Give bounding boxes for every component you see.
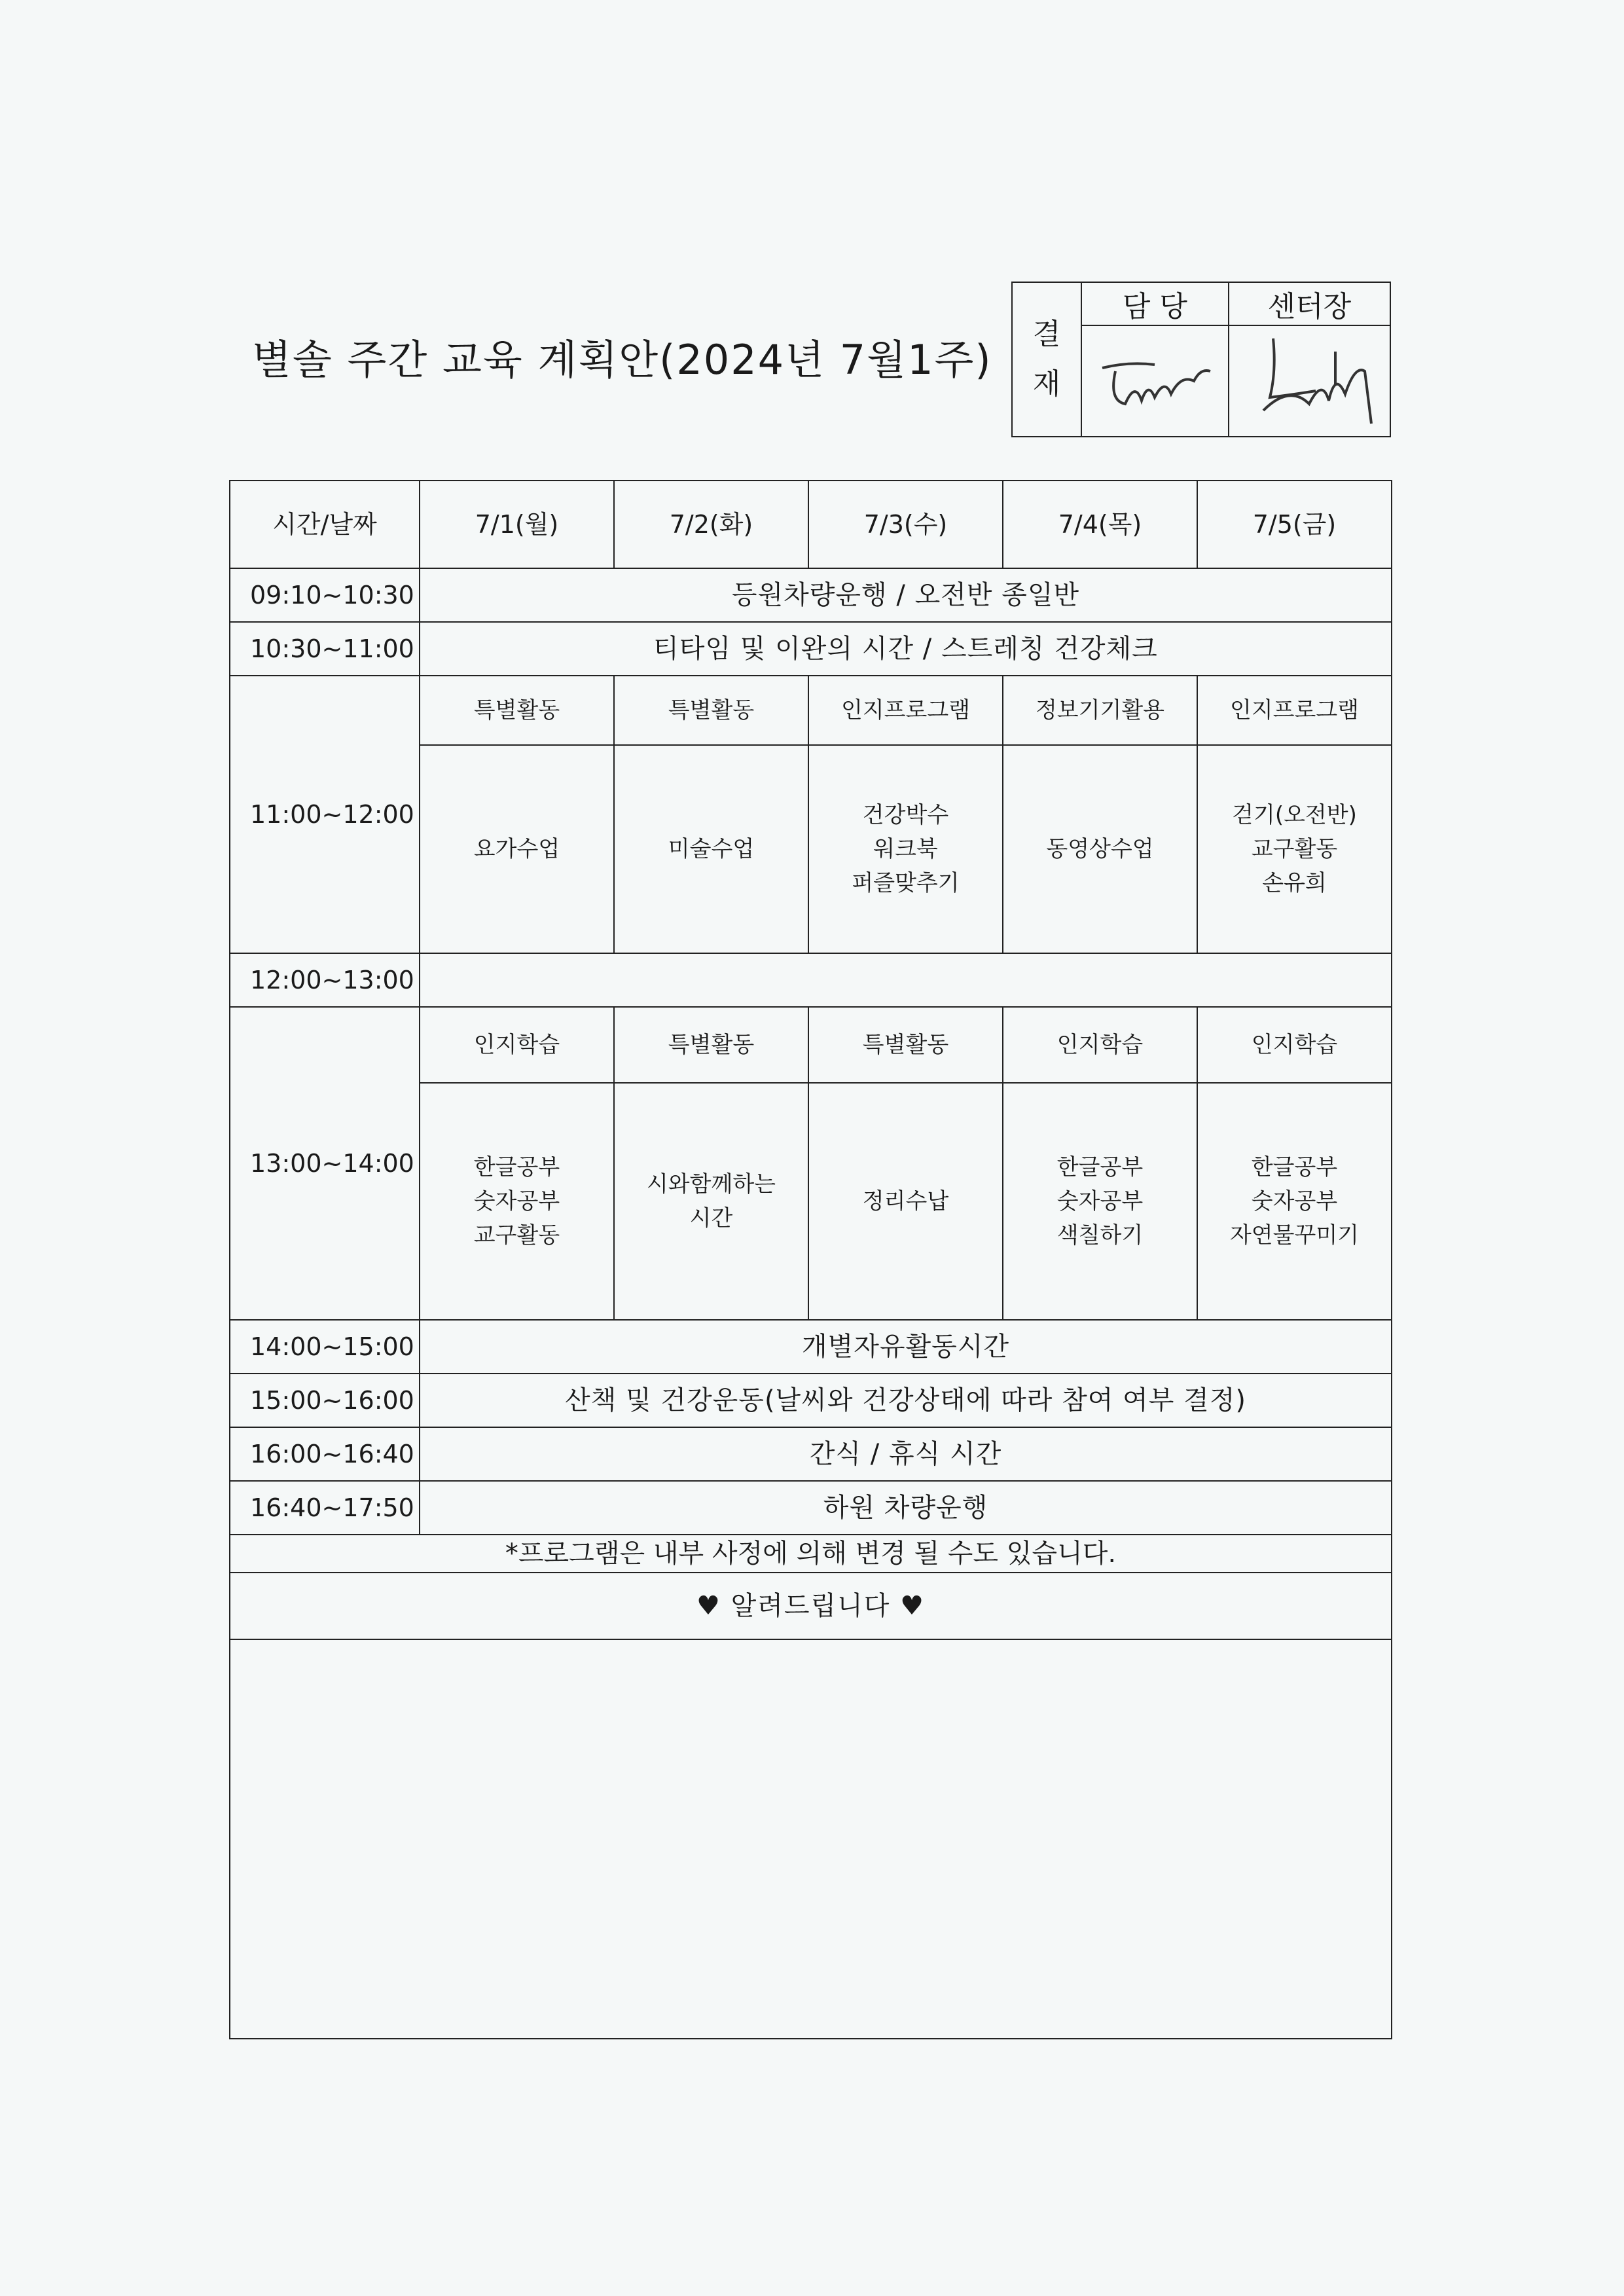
time-cell: 09:10~10:30 bbox=[230, 568, 420, 622]
category-cell: 정보기기활용 bbox=[1003, 676, 1197, 745]
activity-cell: 한글공부 숫자공부 교구활동 bbox=[420, 1083, 614, 1320]
activity-cell: 건강박수 워크북 퍼즐맞추기 bbox=[808, 745, 1003, 953]
activity-cell: 개별자유활동시간 bbox=[420, 1320, 1392, 1374]
activity-cell: 등원차량운행 / 오전반 종일반 bbox=[420, 568, 1392, 622]
category-cell: 인지학습 bbox=[420, 1007, 614, 1083]
empty-cell bbox=[420, 953, 1392, 1007]
document-title: 별솔 주간 교육 계획안(2024년 7월1주) bbox=[252, 336, 992, 384]
table-row bbox=[230, 676, 1392, 745]
table-row bbox=[230, 1374, 1392, 1427]
day-header: 7/1(월) bbox=[420, 481, 614, 568]
day-header: 7/5(금) bbox=[1197, 481, 1392, 568]
approval-box bbox=[1011, 282, 1391, 437]
schedule-table bbox=[229, 480, 1392, 2039]
table-row bbox=[230, 1481, 1392, 1535]
day-header: 7/2(화) bbox=[614, 481, 808, 568]
notice-header-row bbox=[230, 1573, 1392, 1639]
day-header: 7/4(목) bbox=[1003, 481, 1197, 568]
category-cell: 특별활동 bbox=[614, 1007, 808, 1083]
director-signature bbox=[1229, 325, 1390, 437]
time-cell: 11:00~12:00 bbox=[230, 676, 420, 953]
activity-cell: 시와함께하는 시간 bbox=[614, 1083, 808, 1320]
time-cell: 14:00~15:00 bbox=[230, 1320, 420, 1374]
activity-cell: 요가수업 bbox=[420, 745, 614, 953]
category-cell: 인지학습 bbox=[1003, 1007, 1197, 1083]
table-row bbox=[230, 568, 1392, 622]
time-cell: 10:30~11:00 bbox=[230, 622, 420, 676]
table-row bbox=[230, 1320, 1392, 1374]
note-row bbox=[230, 1535, 1392, 1573]
activity-cell: 산책 및 건강운동(날씨와 건강상태에 따라 참여 여부 결정) bbox=[420, 1374, 1392, 1427]
table-row bbox=[230, 1007, 1392, 1083]
notice-body bbox=[230, 1639, 1392, 2039]
activity-cell: 미술수업 bbox=[614, 745, 808, 953]
category-cell: 인지학습 bbox=[1197, 1007, 1392, 1083]
time-cell: 12:00~13:00 bbox=[230, 953, 420, 1007]
activity-cell: 간식 / 휴식 시간 bbox=[420, 1427, 1392, 1481]
notice-body-row bbox=[230, 1639, 1392, 2039]
activity-cell: 동영상수업 bbox=[1003, 745, 1197, 953]
approval-manager-header: 담 당 bbox=[1081, 282, 1229, 325]
activity-cell: 정리수납 bbox=[808, 1083, 1003, 1320]
header-row bbox=[230, 481, 1392, 568]
time-column-header: 시간/날짜 bbox=[230, 481, 420, 568]
time-cell: 13:00~14:00 bbox=[230, 1007, 420, 1320]
approval-director-header: 센터장 bbox=[1229, 282, 1390, 325]
activity-cell: 하원 차량운행 bbox=[420, 1481, 1392, 1535]
time-cell: 16:40~17:50 bbox=[230, 1481, 420, 1535]
schedule-note: *프로그램은 내부 사정에 의해 변경 될 수도 있습니다. bbox=[230, 1535, 1392, 1573]
table-row bbox=[230, 953, 1392, 1007]
activity-cell: 한글공부 숫자공부 색칠하기 bbox=[1003, 1083, 1197, 1320]
approval-side-label: 결 재 bbox=[1012, 282, 1081, 437]
manager-signature bbox=[1081, 325, 1229, 437]
category-cell: 특별활동 bbox=[614, 676, 808, 745]
category-cell: 특별활동 bbox=[420, 676, 614, 745]
category-cell: 특별활동 bbox=[808, 1007, 1003, 1083]
category-cell: 인지프로그램 bbox=[1197, 676, 1392, 745]
category-cell: 인지프로그램 bbox=[808, 676, 1003, 745]
notice-title: ♥ 알려드립니다 ♥ bbox=[230, 1573, 1392, 1639]
activity-cell: 걷기(오전반) 교구활동 손유희 bbox=[1197, 745, 1392, 953]
time-cell: 15:00~16:00 bbox=[230, 1374, 420, 1427]
activity-cell: 한글공부 숫자공부 자연물꾸미기 bbox=[1197, 1083, 1392, 1320]
day-header: 7/3(수) bbox=[808, 481, 1003, 568]
table-row bbox=[230, 622, 1392, 676]
activity-cell: 티타임 및 이완의 시간 / 스트레칭 건강체크 bbox=[420, 622, 1392, 676]
table-row bbox=[230, 1427, 1392, 1481]
time-cell: 16:00~16:40 bbox=[230, 1427, 420, 1481]
